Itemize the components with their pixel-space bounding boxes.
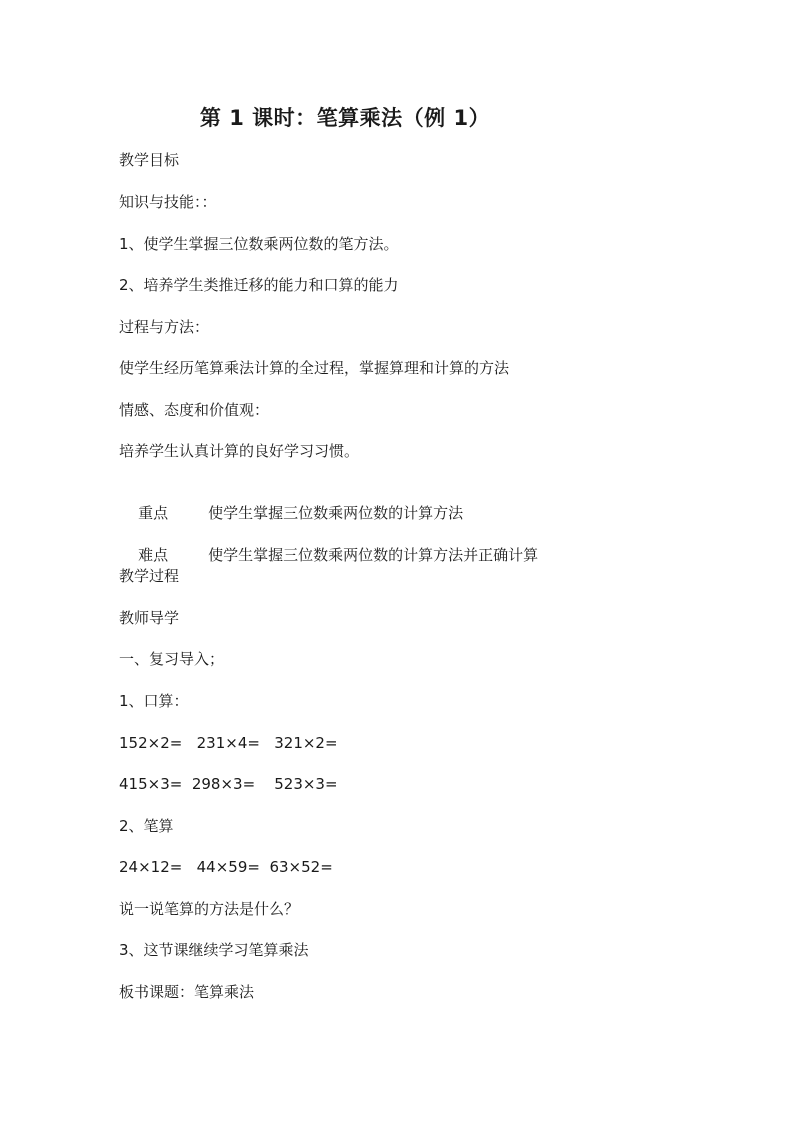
difficult-point-label: 难点: [138, 546, 169, 564]
difficult-point-text: 使学生掌握三位数乘两位数的计算方法并正确计算: [208, 546, 539, 564]
written-calculation-row: 24×12= 44×59= 63×52=: [119, 858, 333, 876]
oral-calculation-row-2: 415×3= 298×3= 523×3=: [119, 775, 338, 793]
board-title-text: 板书课题：笔算乘法: [119, 983, 255, 1001]
key-point-text: 使学生掌握三位数乘两位数的计算方法: [208, 504, 464, 522]
attitude-values-text: 培养学生认真计算的良好学习习惯。: [119, 442, 360, 460]
discussion-question: 说一说笔算的方法是什么？: [119, 900, 300, 918]
difficult-point-row: [119, 525, 538, 585]
subheading-attitude-values: 情感、态度和价值观：: [119, 401, 270, 419]
subheading-teacher-guide: 教师导学: [119, 609, 180, 627]
subheading-knowledge-skills: 知识与技能：：: [119, 193, 217, 211]
objective-item-2: 2、培养学生类推迁移的能力和口算的能力: [119, 276, 399, 294]
oral-calculation-row-1: 152×2= 231×4= 321×2=: [119, 734, 338, 752]
page-title: 第 1 课时：笔算乘法（例 1）: [199, 106, 491, 130]
continue-learning-text: 3、这节课继续学习笔算乘法: [119, 941, 309, 959]
section-heading-objectives: 教学目标: [119, 151, 180, 169]
subheading-process-method: 过程与方法：: [119, 318, 210, 336]
step-review-intro: 一、复习导入；: [119, 650, 225, 668]
process-method-text: 使学生经历笔算乘法计算的全过程，掌握算理和计算的方法: [119, 359, 510, 377]
written-calculation-heading: 2、笔算: [119, 817, 174, 835]
section-heading-process: 教学过程: [119, 567, 180, 585]
objective-item-1: 1、使学生掌握三位数乘两位数的笔方法。: [119, 235, 399, 253]
oral-calculation-heading: 1、口算：: [119, 692, 189, 710]
key-point-label: 重点: [138, 504, 169, 522]
